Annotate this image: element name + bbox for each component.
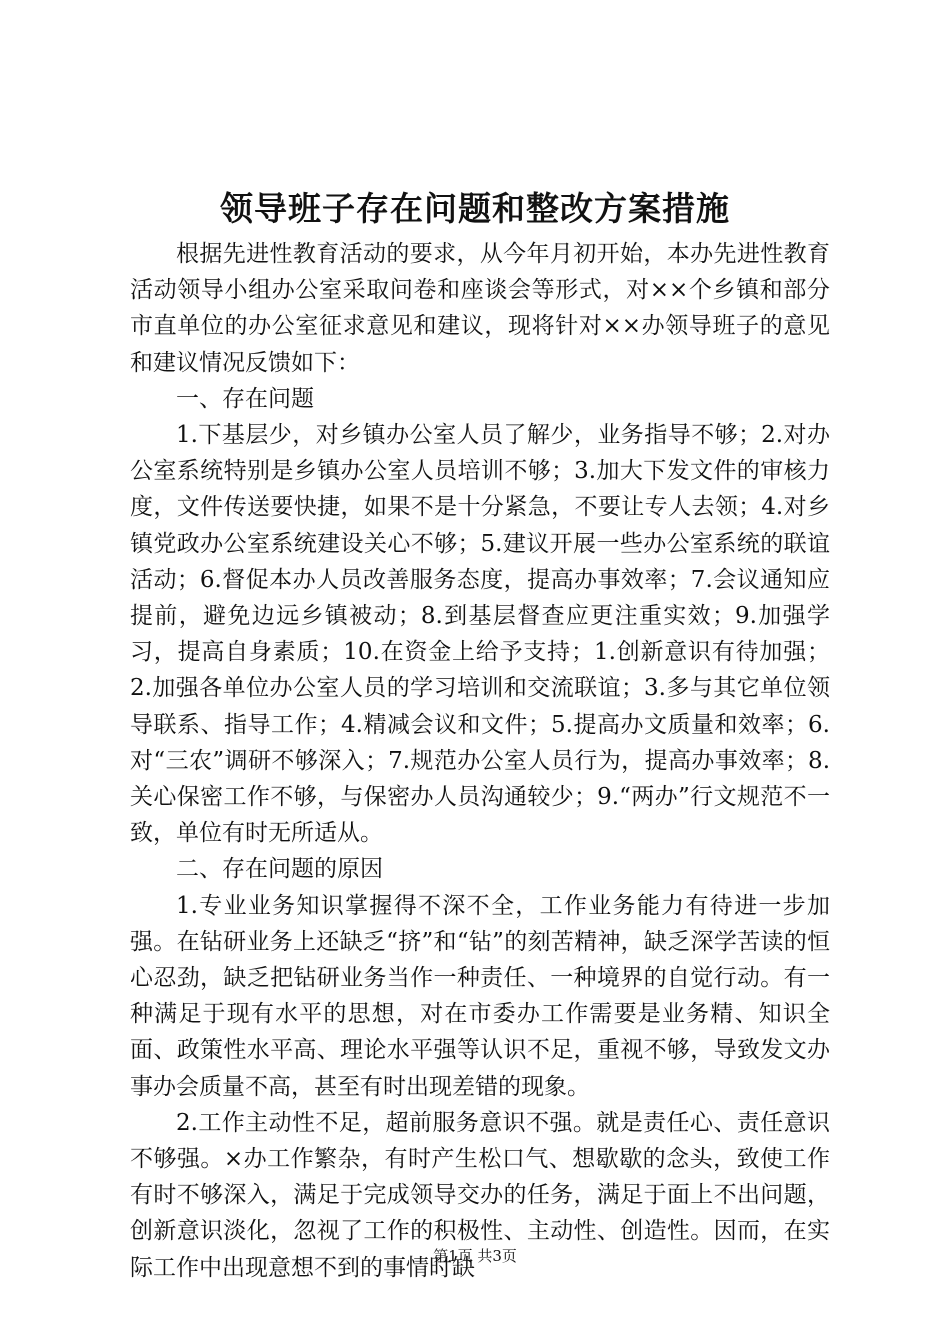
section-heading-problems: 一、存在问题 xyxy=(176,385,314,412)
intro-paragraph: 根据先进性教育活动的要求，从今年月初开始，本办先进性教育活动领导小组办公室采取问卷和座谈会等形式，对××个乡镇和部分市直单位的办公室征求意见和建议，现将针对××办领导班子的意见和建议情况反馈如下： xyxy=(130,241,830,376)
document-title: 领导班子存在问题和整改方案措施 xyxy=(220,189,730,228)
section-heading-causes: 二、存在问题的原因 xyxy=(176,856,383,883)
problems-list-paragraph: 1.下基层少，对乡镇办公室人员了解少，业务指导不够；2.对办公室系统特别是乡镇办公室人员培训不够；3.加大下发文件的审核力度，文件传送要快捷，如果不是十分紧急，不要让专人去领；4.对乡镇党政办公室系统建设关心不够；5.建议开展一些办公室系统的联谊活动；6.督促本办人员改善服务态度，提高办事效率；7.会议通知应提前，避免边远乡镇被动；8.到基层督查应更注重实效；9.加强学习，提高自身素质；10.在资金上给予支持；1.创新意识有待加强；2.加强各单位办公室人员的学习培训和交流联谊；3.多与其它单位领导联系、指导工作；4.精减会议和文件；5.提高办文质量和效率；6.对“三农”调研不够深入；7.规范办公室人员行为，提高办事效率；8.关心保密工作不够，与保密办人员沟通较少；9.“两办”行文规范不一致，单位有时无所适从。 xyxy=(130,422,830,847)
page-footer: 第1页 共3页 xyxy=(433,1247,517,1265)
cause-paragraph-1: 1.专业业务知识掌握得不深不全，工作业务能力有待进一步加强。在钻研业务上还缺乏“挤”和“钻”的刻苦精神，缺乏深学苦读的恒心忍劲，缺乏把钻研业务当作一种责任、一种境界的自觉行动。有一种满足于现有水平的思想，对在市委办工作需要是业务精、知识全面、政策性水平高、理论水平强等认识不足，重视不够，导致发文办事办会质量不高，甚至有时出现差错的现象。 xyxy=(130,892,830,1100)
cause-paragraph-2: 2.工作主动性不足，超前服务意识不强。就是责任心、责任意识不够强。×办工作繁杂，有时产生松口气、想歇歇的念头，致使工作有时不够深入，满足于完成领导交办的任务，满足于面上不出问题，创新意识淡化，忽视了工作的积极性、主动性、创造性。因而，在实际工作中出现意想不到的事情时缺 xyxy=(130,1109,830,1281)
document-body xyxy=(130,236,830,1286)
